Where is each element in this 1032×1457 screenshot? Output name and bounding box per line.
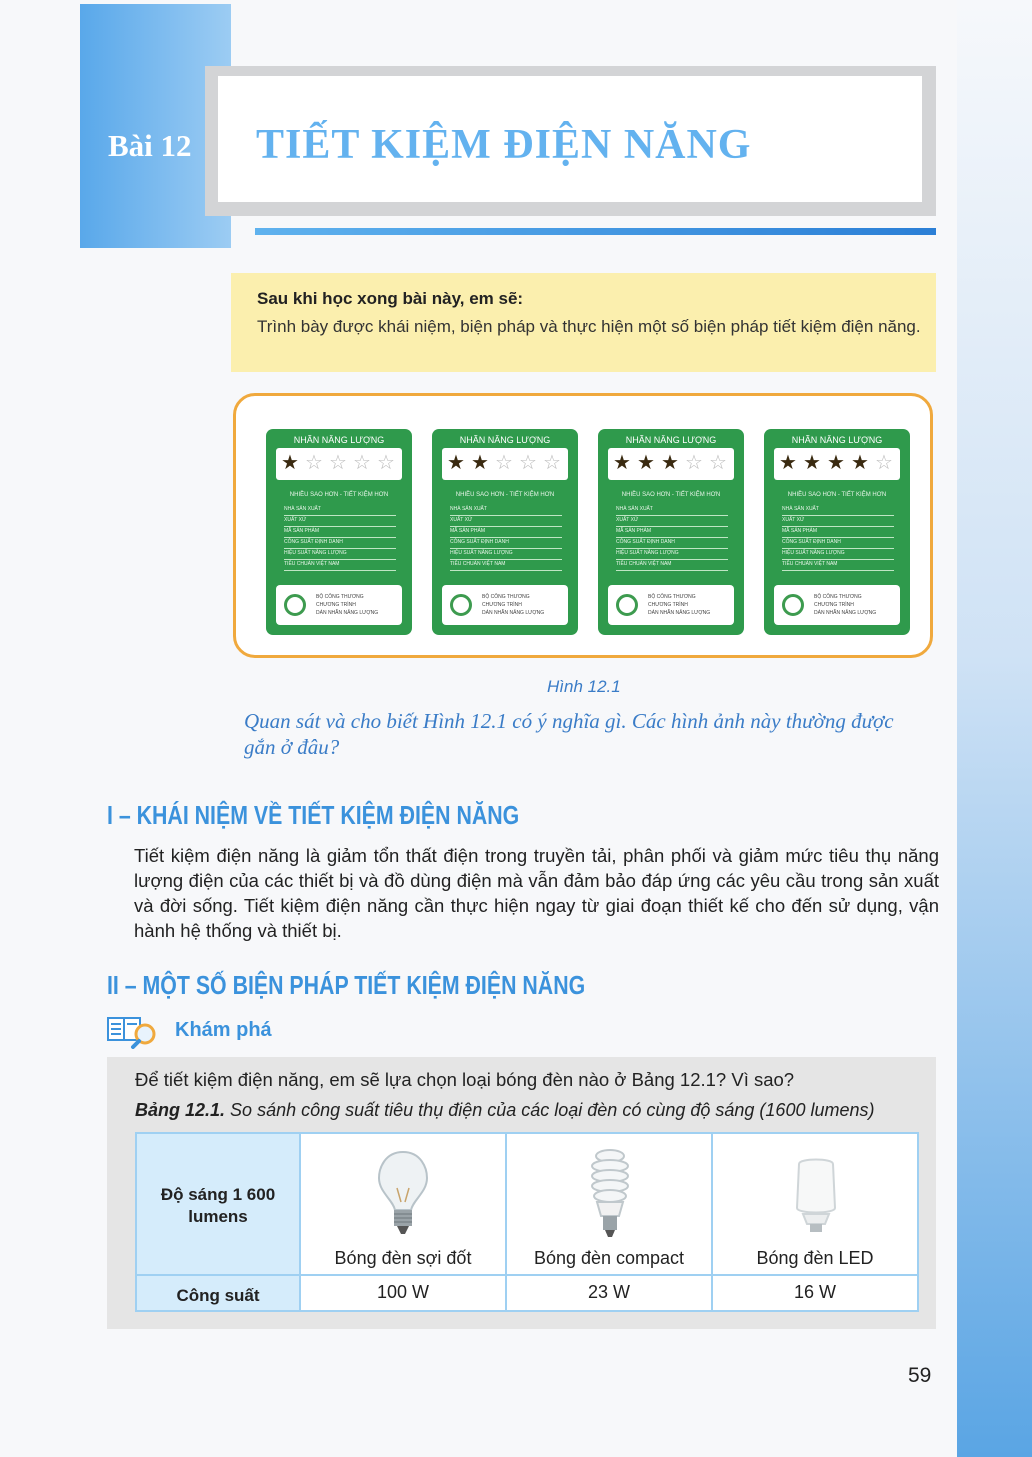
label-field: NHÀ SẢN XUẤT	[284, 505, 396, 516]
label-field: HIỆU SUẤT NĂNG LƯỢNG	[782, 549, 894, 560]
label-field: XUẤT XỨ	[284, 516, 396, 527]
label-field: HIỆU SUẤT NĂNG LƯỢNG	[284, 549, 396, 560]
section-1-text: Tiết kiệm điện năng là giảm tổn thất điện trong truyền tải, phân phối và giảm mức tiêu thụ năng lượng điện của các thiết bị và đồ dùng điện mà vẫn đảm bảo đáp ứng các yêu cầu trong sản xuất và đời sống. Tiết kiệm điện năng cần thực hiện ngay từ giai đoạn thiết kế cho đến sử dụng, vận hành hệ thống và thiết bị.	[134, 845, 939, 941]
footer-line: CHƯƠNG TRÌNH	[648, 602, 688, 608]
label-fields	[782, 505, 894, 571]
footer-line: CHƯƠNG TRÌNH	[482, 602, 522, 608]
energy-label-1-star	[266, 429, 412, 635]
learning-objectives-box	[231, 273, 936, 372]
label-field: XUẤT XỨ	[450, 516, 562, 527]
figure-caption: Hình 12.1	[547, 677, 621, 696]
label-subtitle: NHIỀU SAO HƠN - TIẾT KIỆM HƠN	[289, 492, 389, 498]
footer-line: DÁN NHÃN NĂNG LƯỢNG	[316, 610, 379, 616]
led-bulb-icon	[791, 1156, 841, 1236]
explore-book-magnifier-icon	[107, 1015, 161, 1049]
label-field: TIÊU CHUẨN VIỆT NAM	[284, 560, 396, 571]
right-margin-bar	[957, 0, 1032, 1457]
star-empty-icon: ☆	[685, 452, 703, 474]
footer-line: CHƯƠNG TRÌNH	[316, 602, 356, 608]
label-field: NHÀ SẢN XUẤT	[782, 505, 894, 516]
star-filled-icon: ★	[447, 452, 465, 474]
lamp-power-led: 16 W	[793, 1282, 836, 1302]
star-empty-icon: ☆	[305, 452, 323, 474]
label-field: MÃ SẢN PHẨM	[782, 527, 894, 538]
label-field: NHÀ SẢN XUẤT	[616, 505, 728, 516]
lesson-number: Bài 12	[108, 128, 192, 163]
star-rating	[442, 448, 568, 480]
label-field: HIỆU SUẤT NĂNG LƯỢNG	[450, 549, 562, 560]
label-header: NHÃN NĂNG LƯỢNG	[625, 435, 717, 445]
objectives-text: Trình bày được khái niệm, biện pháp và thực hiện một số biện pháp tiết kiệm điện năng.	[257, 317, 921, 336]
star-filled-icon: ★	[803, 452, 821, 474]
compact-fluorescent-bulb-icon	[585, 1146, 635, 1240]
table-caption	[135, 1100, 874, 1121]
label-field: CÔNG SUẤT ĐỊNH DANH	[616, 538, 728, 549]
label-fields	[284, 505, 396, 571]
lamp-power-compact: 23 W	[587, 1282, 630, 1302]
star-filled-icon: ★	[613, 452, 631, 474]
star-filled-icon: ★	[827, 452, 845, 474]
objectives-heading: Sau khi học xong bài này, em sẽ:	[257, 289, 524, 308]
explore-activity-panel	[107, 1057, 936, 1329]
table-caption-text: So sánh công suất tiêu thụ điện của các loại đèn có cùng độ sáng (1600 lumens)	[225, 1100, 875, 1120]
label-field: MÃ SẢN PHẨM	[616, 527, 728, 538]
brightness-row-header: Độ sáng 1 600 lumens	[160, 1185, 276, 1226]
star-filled-icon: ★	[471, 452, 489, 474]
star-filled-icon: ★	[779, 452, 797, 474]
lamp-column-incandescent	[299, 1134, 505, 1310]
star-filled-icon: ★	[281, 452, 299, 474]
label-footer-text	[814, 593, 876, 617]
label-field: XUẤT XỨ	[616, 516, 728, 527]
star-empty-icon: ☆	[377, 452, 395, 474]
star-empty-icon: ☆	[353, 452, 371, 474]
energy-label-figure	[233, 393, 933, 658]
label-subtitle: NHIỀU SAO HƠN - TIẾT KIỆM HƠN	[455, 492, 555, 498]
label-field: TIÊU CHUẨN VIỆT NAM	[782, 560, 894, 571]
label-header: NHÃN NĂNG LƯỢNG	[791, 435, 883, 445]
comparison-table	[135, 1132, 919, 1312]
star-empty-icon: ☆	[329, 452, 347, 474]
label-footer	[276, 585, 402, 625]
energy-label-3-star	[598, 429, 744, 635]
footer-line: BỘ CÔNG THƯƠNG	[648, 594, 696, 600]
ministry-logo-icon	[450, 594, 472, 616]
star-empty-icon: ☆	[543, 452, 561, 474]
lamp-name-led: Bóng đèn LED	[756, 1248, 874, 1268]
label-footer-text	[482, 593, 544, 617]
footer-line: DÁN NHÃN NĂNG LƯỢNG	[648, 610, 711, 616]
figure-question: Quan sát và cho biết Hình 12.1 có ý nghĩa gì. Các hình ảnh này thường được gắn ở đâu?	[244, 709, 894, 759]
star-filled-icon: ★	[661, 452, 679, 474]
table-row-divider	[137, 1274, 917, 1276]
label-field: CÔNG SUẤT ĐỊNH DANH	[284, 538, 396, 549]
label-field: MÃ SẢN PHẨM	[450, 527, 562, 538]
label-field: MÃ SẢN PHẨM	[284, 527, 396, 538]
star-empty-icon: ☆	[709, 452, 727, 474]
section-2-heading: II – MỘT SỐ BIỆN PHÁP TIẾT KIỆM ĐIỆN NĂNG	[107, 970, 586, 1000]
star-filled-icon: ★	[637, 452, 655, 474]
footer-line: BỘ CÔNG THƯƠNG	[482, 594, 530, 600]
footer-line: CHƯƠNG TRÌNH	[814, 602, 854, 608]
ministry-logo-icon	[782, 594, 804, 616]
label-fields	[616, 505, 728, 571]
star-rating	[774, 448, 900, 480]
footer-line: DÁN NHÃN NĂNG LƯỢNG	[482, 610, 545, 616]
lamp-name-compact: Bóng đèn compact	[533, 1248, 685, 1268]
star-rating	[276, 448, 402, 480]
label-field: TIÊU CHUẨN VIỆT NAM	[616, 560, 728, 571]
ministry-logo-icon	[616, 594, 638, 616]
lamp-column-compact	[505, 1134, 711, 1310]
explore-label: Khám phá	[175, 1019, 272, 1041]
section-1-heading: I – KHÁI NIỆM VỀ TIẾT KIỆM ĐIỆN NĂNG	[107, 800, 520, 830]
label-field: HIỆU SUẤT NĂNG LƯỢNG	[616, 549, 728, 560]
title-underline	[255, 228, 936, 235]
star-empty-icon: ☆	[875, 452, 893, 474]
star-empty-icon: ☆	[495, 452, 513, 474]
incandescent-bulb-icon	[375, 1148, 431, 1238]
lamp-name-incandescent: Bóng đèn sợi đốt	[334, 1248, 472, 1268]
energy-label-2-star	[432, 429, 578, 635]
label-field: CÔNG SUẤT ĐỊNH DANH	[450, 538, 562, 549]
footer-line: DÁN NHÃN NĂNG LƯỢNG	[814, 610, 877, 616]
label-header: NHÃN NĂNG LƯỢNG	[293, 435, 385, 445]
star-rating	[608, 448, 734, 480]
label-fields	[450, 505, 562, 571]
power-row-header: Công suất	[176, 1286, 260, 1305]
lesson-title: TIẾT KIỆM ĐIỆN NĂNG	[256, 122, 752, 168]
label-footer-text	[648, 593, 710, 617]
star-filled-icon: ★	[851, 452, 869, 474]
label-subtitle: NHIỀU SAO HƠN - TIẾT KIỆM HƠN	[787, 492, 887, 498]
label-footer	[608, 585, 734, 625]
label-field: NHÀ SẢN XUẤT	[450, 505, 562, 516]
footer-line: BỘ CÔNG THƯƠNG	[814, 594, 862, 600]
ministry-logo-icon	[284, 594, 306, 616]
star-empty-icon: ☆	[519, 452, 537, 474]
lamp-power-incandescent: 100 W	[376, 1282, 430, 1302]
lamp-column-led	[711, 1134, 917, 1310]
energy-label-4-star	[764, 429, 910, 635]
page-number: 59	[908, 1364, 932, 1387]
label-field: TIÊU CHUẨN VIỆT NAM	[450, 560, 562, 571]
footer-line: BỘ CÔNG THƯƠNG	[316, 594, 364, 600]
label-field: XUẤT XỨ	[782, 516, 894, 527]
label-header: NHÃN NĂNG LƯỢNG	[459, 435, 551, 445]
table-caption-number: Bảng 12.1.	[135, 1100, 226, 1120]
label-footer	[442, 585, 568, 625]
label-footer	[774, 585, 900, 625]
label-subtitle: NHIỀU SAO HƠN - TIẾT KIỆM HƠN	[621, 492, 721, 498]
label-footer-text	[316, 593, 378, 617]
activity-question: Để tiết kiệm điện năng, em sẽ lựa chọn loại bóng đèn nào ở Bảng 12.1? Vì sao?	[135, 1069, 795, 1090]
label-field: CÔNG SUẤT ĐỊNH DANH	[782, 538, 894, 549]
